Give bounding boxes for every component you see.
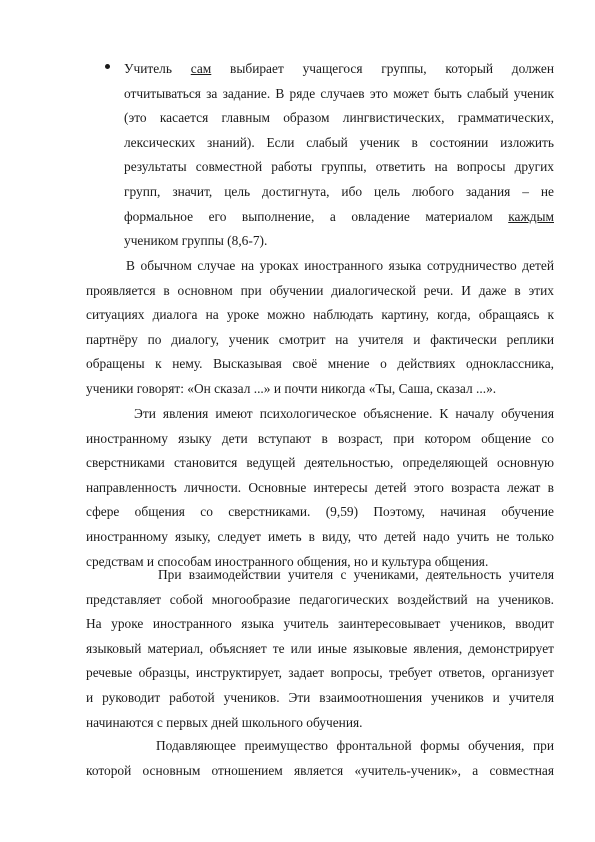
text-line: обращены к нему. Высказывая своё мнение о действиях одноклассника, <box>86 356 554 372</box>
bullet-item <box>124 57 554 254</box>
text-line: речевые образцы, инструктирует, задает вопросы, требует ответов, организует <box>86 665 554 681</box>
paragraph <box>86 734 554 783</box>
text-line: Подавляющее преимущество фронтальной формы обучения, при <box>156 738 554 753</box>
text-line: которой основным отношением является «учитель-ученик», а совместная <box>86 762 554 778</box>
text-line: сверстниками становится ведущей деятельностью, определяющей основную <box>86 455 554 471</box>
text-line: представляет собой многообразие педагогических воздействий на учеников. <box>86 591 554 607</box>
text-line: На уроке иностранного языка учитель заинтересовывает учеников, вводит <box>86 616 554 632</box>
text-line: сфере общения со сверстниками. (9,59) Поэтому, начиная обучение <box>86 504 554 520</box>
text-line: При взаимодействии учителя с учениками, деятельность учителя <box>158 567 554 582</box>
text-line: лексических знаний). Если слабый ученик в состоянии изложить <box>124 134 554 150</box>
paragraph <box>86 563 554 735</box>
text-line: учеником группы (8,6-7). <box>124 233 268 249</box>
text-line: ученики говорят: «Он сказал ...» и почти никогда «Ты, Саша, сказал ...». <box>86 380 497 396</box>
text-line: результаты совместной работы группы, ответить на вопросы других <box>124 159 554 175</box>
text-line: и руководит работой учеников. Эти взаимоотношения учеников и учителя <box>86 689 554 705</box>
text-line: иностранному языку, следует иметь в виду, что детей надо учить не только <box>86 528 554 544</box>
text-line: языковый материал, объясняет те или иные языковые явления, демонстрирует <box>86 640 554 656</box>
text-line: ситуациях диалога на уроке можно наблюдать картину, когда, обращаясь к <box>86 307 554 323</box>
text-line: формальное его выполнение, а овладение материалом каждым <box>124 208 554 224</box>
text-line: иностранному языку дети вступают в возраст, при котором общение со <box>86 430 554 446</box>
text-line: Эти явления имеют психологическое объяснение. К началу обучения <box>134 406 554 421</box>
paragraph <box>86 402 554 574</box>
text-line: партнёру по диалогу, ученик смотрит на учителя и фактически реплики <box>86 331 554 347</box>
text-line: групп, значит, цель достигнута, ибо цель любого задания – не <box>124 183 554 199</box>
text-line: направленность личности. Основные интересы детей этого возраста лежат в <box>86 479 554 495</box>
text-line: средствам и способам иностранного общения, но и культура общения. <box>86 553 489 569</box>
text-line: (это касается главным образом лингвистических, грамматических, <box>124 110 554 126</box>
text-line: начинаются с первых дней школьного обучения. <box>86 714 363 730</box>
text-line: проявляется в основном при обучении диалогической речи. И даже в этих <box>86 282 554 298</box>
text-line: отчитываться за задание. В ряде случаев это может быть слабый ученик <box>124 85 554 101</box>
paragraph <box>86 254 554 402</box>
bullet-icon <box>105 64 110 69</box>
text-line: В обычном случае на уроках иностранного языка сотрудничество детей <box>126 258 554 273</box>
text-line: Учитель сам выбирает учащегося группы, который должен <box>124 61 554 76</box>
